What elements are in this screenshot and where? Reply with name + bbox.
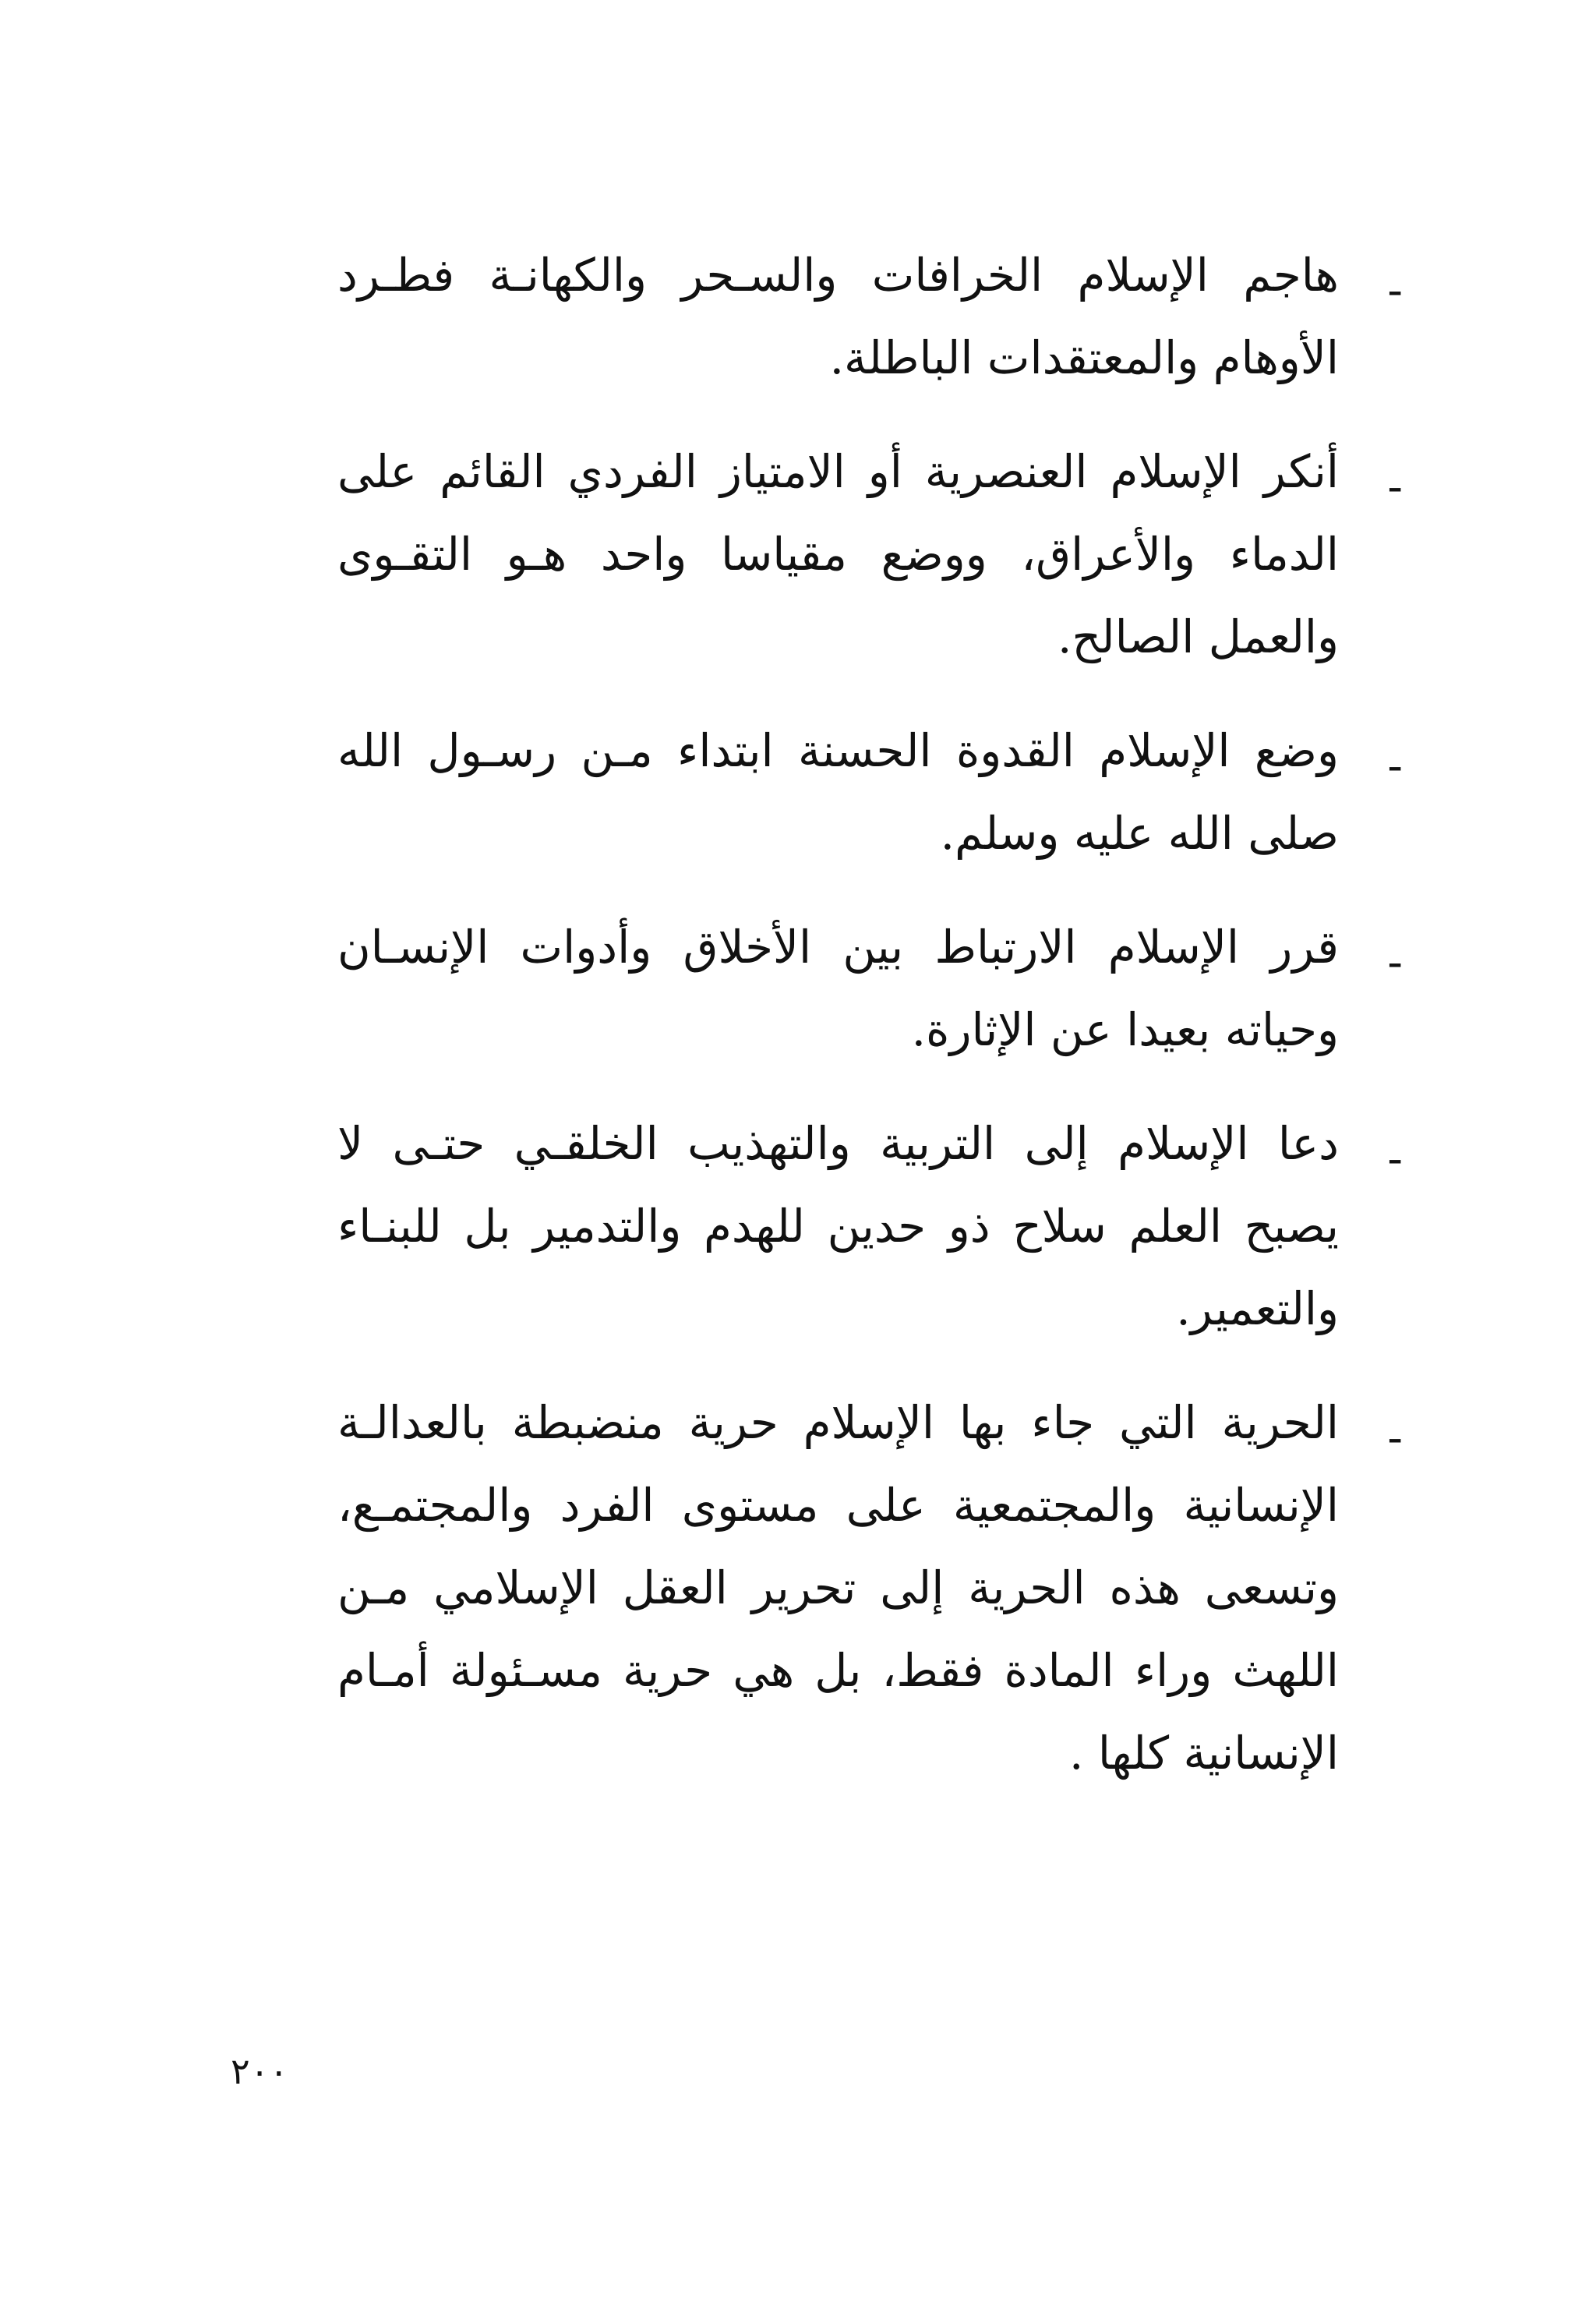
page-number: ٢٠٠ (231, 2050, 289, 2092)
bullet-dash: - (1387, 1411, 1403, 1464)
list-item (234, 1102, 1403, 1350)
list-item (234, 1381, 1403, 1794)
list-item-text: وضع الإسلام القدوة الحسنة ابتداء مـن رسـول الله صلى الله عليه وسلم. (337, 724, 1339, 860)
list-item-text: هاجم الإسلام الخرافات والسـحر والكهانـة فطـرد الأوهام والمعتقدات الباطلة. (337, 249, 1339, 384)
list-item-text: قرر الإسلام الارتباط بين الأخلاق وأدوات الإنسـان وحياته بعيدا عن الإثارة. (337, 921, 1339, 1056)
bullet-dash: - (1387, 935, 1403, 988)
list-item-text: الحرية التي جاء بها الإسلام حرية منضبطة بالعدالـة الإنسانية والمجتمعية على مستوى الفرد والمجتمـع، وتسعى هذه الحرية إلى تحرير العقل الإسلامي مـن اللهث وراء المادة فقط، بل هي حرية مسـئولة أمـام الإنسانية كلها . (337, 1396, 1339, 1780)
bullet-list (234, 234, 1403, 1826)
bullet-dash: - (1387, 739, 1403, 792)
bullet-dash: - (1387, 460, 1403, 513)
bullet-dash: - (1387, 263, 1403, 316)
list-item (234, 430, 1403, 678)
list-item (234, 906, 1403, 1071)
bullet-dash: - (1387, 1132, 1403, 1185)
list-item (234, 709, 1403, 875)
list-item (234, 234, 1403, 399)
list-item-text: دعا الإسلام إلى التربية والتهذيب الخلقـي حتـى لا يصبح العلم سلاح ذو حدين للهدم والتدمير بل للبنـاء والتعمير. (337, 1117, 1339, 1335)
list-item-text: أنكر الإسلام العنصرية أو الامتياز الفردي القائم على الدماء والأعراق، ووضع مقياسا واحد هـو التقـوى والعمل الصالح. (337, 445, 1339, 663)
